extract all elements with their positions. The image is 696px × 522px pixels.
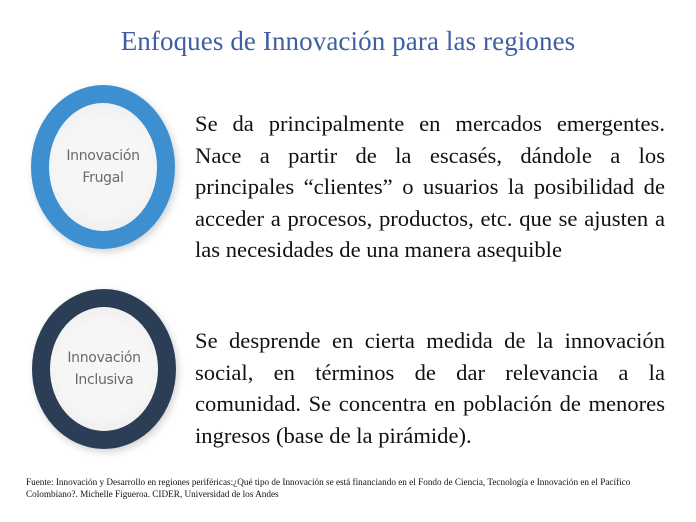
slide-title: Enfoques de Innovación para las regiones bbox=[120, 26, 576, 56]
innovacion-frugal-label: Innovación Frugal bbox=[66, 148, 140, 186]
innovacion-inclusiva-circle bbox=[32, 289, 176, 449]
innovacion-frugal-circle bbox=[31, 85, 175, 249]
source-footnote: Fuente: Innovación y Desarrollo en regiones periféricas:¿Qué tipo de Innovación se está financiando en el Fondo de Ciencia, Tecnología e Innovación en el Pacífico Colombiano?. Michelle Figueroa. CIDER, Universidad de los Andes bbox=[26, 477, 631, 499]
innovacion-inclusiva-label: Innovación Inclusiva bbox=[67, 350, 141, 388]
innovacion-frugal-description: Se da principalmente en mercados emergentes. Nace a partir de la escasés, dándole a los principales “clientes” o usuarios la posibilidad de acceder a procesos, productos, etc. que se ajusten a las necesidades de una manera asequible bbox=[195, 111, 665, 262]
innovacion-inclusiva-description: Se desprende en cierta medida de la innovación social, en términos de dar relevancia a la comunidad. Se concentra en población de menores ingresos (base de la pirámide). bbox=[195, 328, 665, 448]
